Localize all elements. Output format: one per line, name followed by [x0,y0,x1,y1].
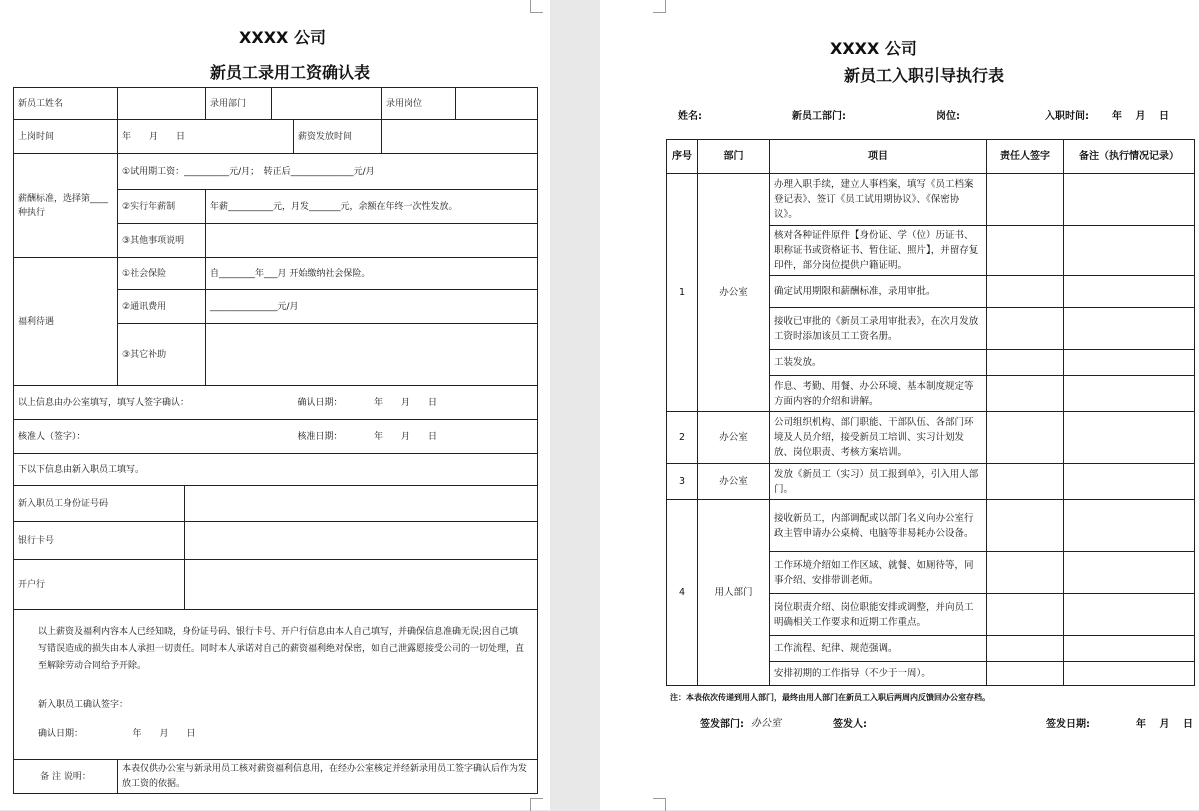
id-number-field[interactable] [185,486,538,522]
row-remark-cell[interactable] [1064,376,1195,412]
row-signature-cell[interactable] [987,662,1064,686]
row-signature-cell[interactable] [987,376,1064,412]
exec-title: 新员工入职引导执行表 [844,66,1005,85]
hdr-position-label: 岗位: [936,111,960,122]
table-row [667,500,1195,552]
salary-std-label: 薪酬标准，选择第____种执行 [14,154,118,258]
row-signature-cell[interactable] [987,636,1064,662]
remark-label: 备 注 说明： [14,760,118,794]
name-field[interactable] [118,88,206,120]
remark-text: 本表仅供办公室与新录用员工核对薪资福利信息用，在经办公室核定并经新录用员工签字确认后作为发放工资的依据。 [118,760,538,794]
row-signature-cell[interactable] [987,350,1064,376]
row-item: 接收新员工，内部调配或以部门名义向办公室行政主管申请办公桌椅、电脑等非易耗办公设备。 [770,500,987,552]
welfare-option-1-field[interactable]: 自________年___月 开始缴纳社会保险。 [206,258,538,290]
approve-date[interactable] [294,420,538,454]
row-item: 公司组织机构、部门职能、干部队伍、各部门环境及人员介绍，接受新员工培训、实习计划发放、岗位职责、考核方案培训。 [770,412,987,464]
right-page [600,0,1199,810]
row-item: 办理入职手续，建立人事档案，填写《员工档案登记表》、签订《员工试用期协议》、《保密协议》。 [770,174,987,226]
position-field[interactable] [456,88,538,120]
statement-block [14,610,538,760]
onboarding-exec-table [666,139,1195,686]
row-signature-cell[interactable] [987,226,1064,276]
confirm-date-label: 确认日期： [297,397,339,408]
issuer-label: 签发人: [833,719,867,730]
name-label: 新员工姓名 [14,88,118,120]
page-gap [550,0,600,810]
salary-option-3-label: ③其他事项说明 [118,224,206,258]
row-item: 安排初期的工作指导（不少于一周）。 [770,662,987,686]
row-item: 发放《新员工（实习）员工报到单》，引入用人部门。 [770,464,987,500]
row-item: 作息、考勤、用餐、办公环境、基本制度规定等方面内容的介绍和讲解。 [770,376,987,412]
salary-option-3-field[interactable] [206,224,538,258]
salary-option-2-field[interactable]: 年薪__________元，月发_______元，余额在年终一次性发放。 [206,190,538,224]
col-header-dept: 部门 [698,140,770,174]
hdr-date-ymd: 年 月 日 [1112,111,1169,122]
table-row [667,464,1195,500]
row-signature-cell[interactable] [987,464,1064,500]
row-remark-cell[interactable] [1064,350,1195,376]
opening-bank-field[interactable] [185,560,538,610]
welfare-option-3-label: ③其它补助 [118,324,206,386]
row-item: 确定试用期限和薪酬标准，录用审批。 [770,276,987,308]
row-remark-cell[interactable] [1064,636,1195,662]
salary-option-1[interactable]: ①试用期工资：__________元/月； 转正后______________元/月 [118,154,538,190]
row-dept: 办公室 [698,464,770,500]
confirm-date2-value: 年 月 日 [132,729,196,739]
bank-card-label: 银行卡号 [14,522,185,560]
table-header-row [667,140,1195,174]
statement-text: 以上薪资及福利内容本人已经知晓，身份证号码、银行卡号、开户行信息由本人自己填写，并确保信息准确无误;因自己填写错误造成的损失由本人承担一切责任。同时本人承诺对自己的薪资福利绝对保密，如自己泄露愿接受公司的一切处理，直至解除劳动合同给予开除。 [38,627,525,671]
welfare-label: 福利待遇 [14,258,118,386]
welfare-option-3-field[interactable] [206,324,538,386]
row-signature-cell[interactable] [987,174,1064,226]
row-signature-cell[interactable] [987,308,1064,350]
row-remark-cell[interactable] [1064,464,1195,500]
row-remark-cell[interactable] [1064,552,1195,594]
hdr-dept-label: 新员工部门: [792,111,846,122]
row-remark-cell[interactable] [1064,308,1195,350]
confirm-date-value: 年 月 日 [374,397,438,408]
row-remark-cell[interactable] [1064,594,1195,636]
confirm-date2-label: 确认日期： [38,729,79,739]
table-body [667,174,1195,686]
id-number-label: 新入职员工身份证号码 [14,486,185,522]
crop-mark [530,798,543,811]
issuer-dept-value[interactable]: 办公室 [751,718,781,729]
row-remark-cell[interactable] [1064,174,1195,226]
welfare-option-2-field[interactable]: _______________元/月 [206,290,538,324]
row-signature-cell[interactable] [987,594,1064,636]
row-remark-cell[interactable] [1064,500,1195,552]
col-header-no: 序号 [667,140,698,174]
row-item: 工装发放。 [770,350,987,376]
row-remark-cell[interactable] [1064,662,1195,686]
confirm-date2-row [38,726,527,743]
employee-sign-label: 新入职员工确认签字： [38,700,129,710]
col-header-remark: 备注（执行情况记录） [1064,140,1195,174]
row-item: 工作流程、纪律、规范强调。 [770,636,987,662]
table-note: 注：本表依次传递到用人部门，最终由用人部门在新员工入职后两周内反馈回办公室存档。 [670,693,990,702]
issue-date-label: 签发日期: [1046,719,1090,730]
row-dept: 办公室 [698,412,770,464]
col-header-sign: 责任人签字 [987,140,1064,174]
row-item: 工作环境介绍如工作区域、就餐、如厕待等，同事介绍、安排带训老师。 [770,552,987,594]
bank-card-field[interactable] [185,522,538,560]
position-label: 录用岗位 [382,88,456,120]
crop-mark [530,0,543,13]
row-dept: 用人部门 [698,500,770,686]
office-confirm-label: 以上信息由办公室填写，填写人签字确认： [14,386,294,420]
row-item: 核对各种证件原件【身份证、学（位）历证书、职称证书或资格证书、暂住证、照片】，并留存复印件，部分岗位提供户籍证明。 [770,226,987,276]
crop-mark [653,798,666,811]
payday-label: 薪资发放时间 [294,120,382,154]
row-remark-cell[interactable] [1064,276,1195,308]
welfare-option-2-label: ②通讯费用 [118,290,206,324]
employee-fill-note: 下以下信息由新入职员工填写。 [14,454,538,486]
office-confirm-date[interactable] [294,386,538,420]
issuer-dept-label: 签发部门: [700,719,744,730]
table-row [667,412,1195,464]
row-signature-cell[interactable] [987,412,1064,464]
row-number: 1 [667,174,698,412]
row-signature-cell[interactable] [987,552,1064,594]
row-number: 2 [667,412,698,464]
row-signature-cell[interactable] [987,276,1064,308]
salary-option-2-label: ②实行年薪制 [118,190,206,224]
row-dept: 办公室 [698,174,770,412]
row-item: 岗位职责介绍、岗位职能安排或调整，并向员工明确相关工作要求和近期工作重点。 [770,594,987,636]
company-title: XXXX 公司 [239,28,326,47]
row-number: 4 [667,500,698,686]
row-remark-cell[interactable] [1064,412,1195,464]
issue-date-ymd: 年 月 日 [1136,719,1193,730]
row-remark-cell[interactable] [1064,226,1195,276]
opening-bank-label: 开户行 [14,560,185,610]
dept-field[interactable] [272,88,382,120]
hdr-date-label: 入职时间: [1045,111,1089,122]
table-row [667,174,1195,226]
start-date-field[interactable]: 年 月 日 [118,120,294,154]
approve-date-value: 年 月 日 [374,431,438,442]
left-page [0,0,550,810]
hdr-name-label: 姓名: [678,111,702,122]
approve-date-label: 核准日期： [297,431,339,442]
welfare-option-1-label: ①社会保险 [118,258,206,290]
crop-mark [653,0,666,13]
salary-confirm-table [13,87,538,794]
payday-field[interactable] [382,120,538,154]
company-title-right: XXXX 公司 [830,39,917,58]
dept-label: 录用部门 [206,88,272,120]
row-item: 接收已审批的《新员工录用审批表》，在次月发放工资时添加该员工工资名册。 [770,308,987,350]
row-signature-cell[interactable] [987,500,1064,552]
start-label: 上岗时间 [14,120,118,154]
row-number: 3 [667,464,698,500]
col-header-item: 项目 [770,140,987,174]
approver-label: 核准人（签字）： [14,420,294,454]
form-title: 新员工录用工资确认表 [209,63,370,82]
